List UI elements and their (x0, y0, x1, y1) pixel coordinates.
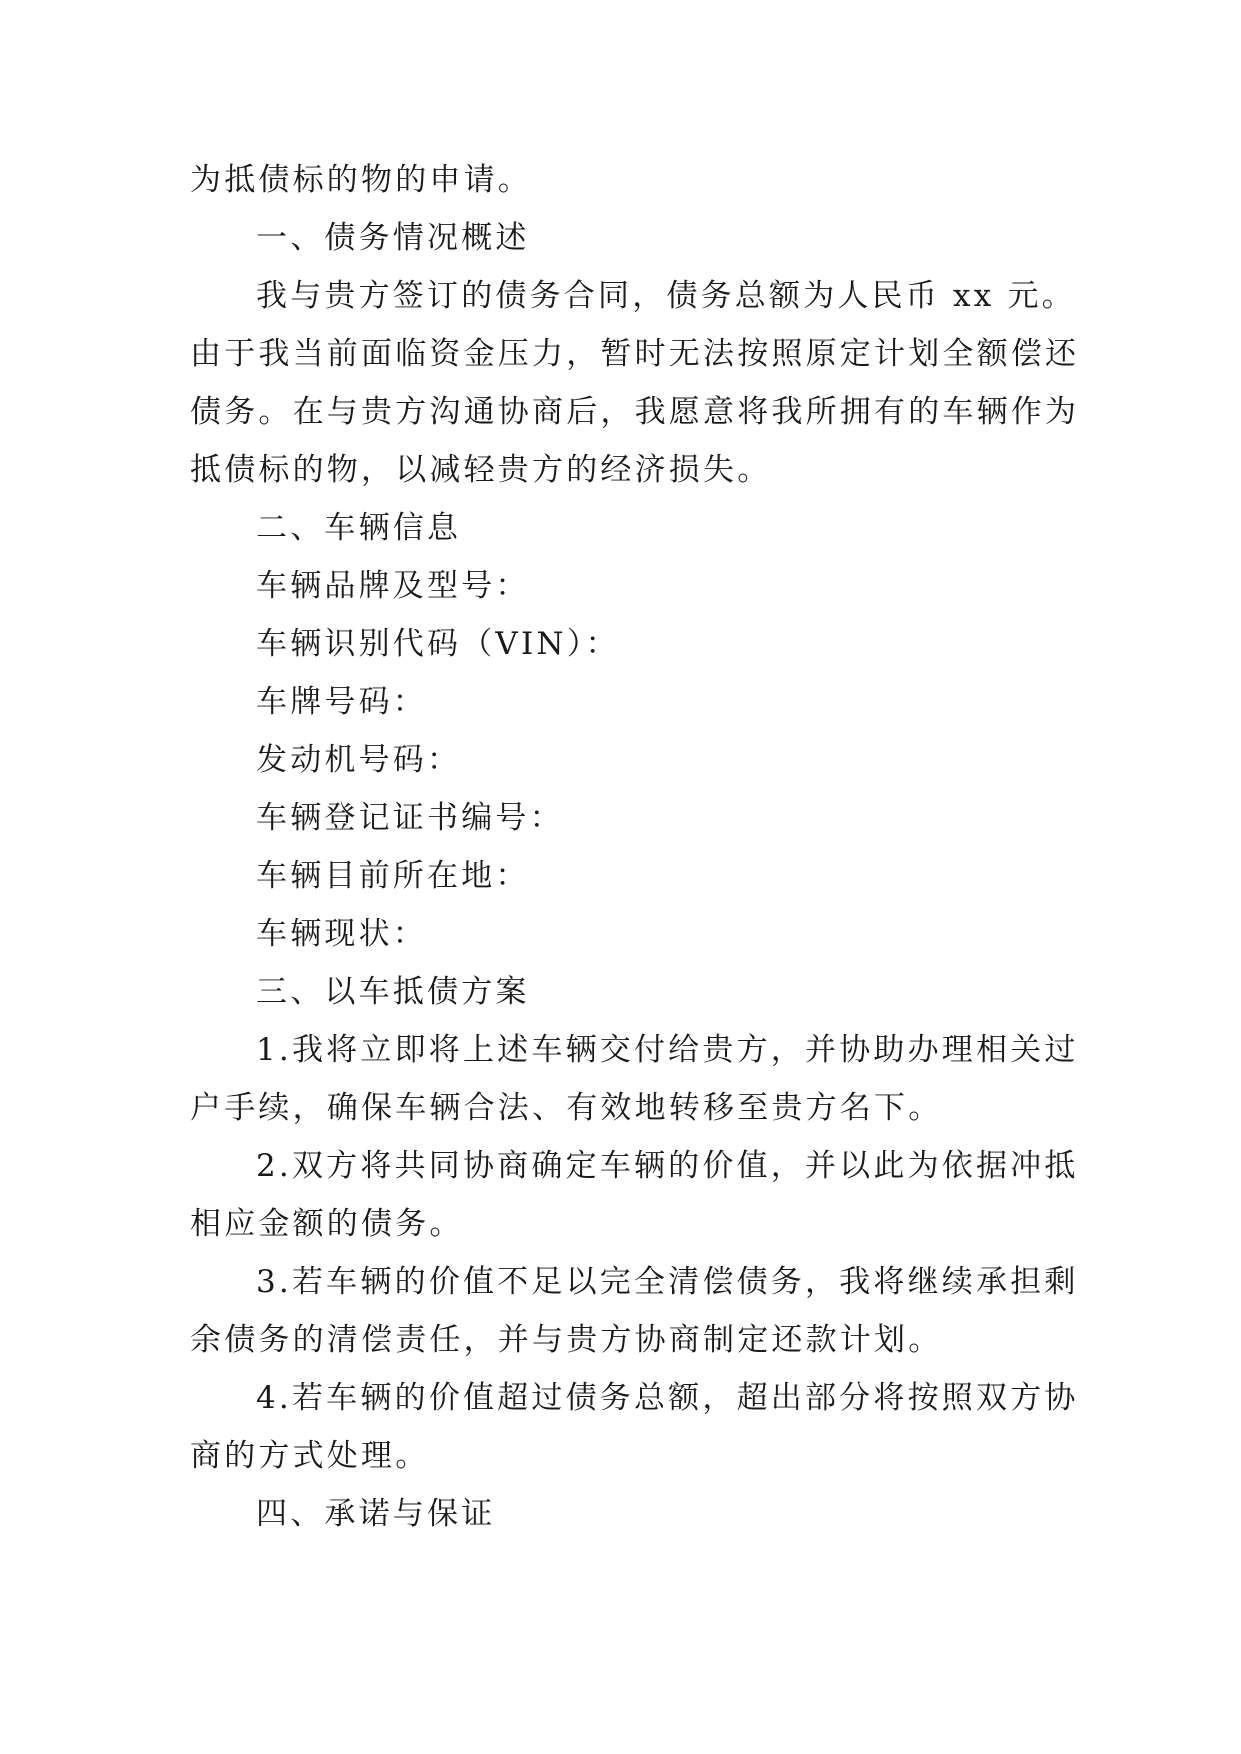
list-item-4: 4.若车辆的价值超过债务总额，超出部分将按照双方协 (256, 1380, 1079, 1416)
field-vin: 车辆识别代码（VIN）： (256, 626, 620, 662)
list-item-2: 2.双方将共同协商确定车辆的价值，并以此为依据冲抵 (256, 1148, 1079, 1184)
paragraph-line: 户手续，确保车辆合法、有效地转移至贵方名下。 (190, 1090, 943, 1126)
field-engine-number: 发动机号码： (256, 742, 462, 778)
section-heading-commitment: 四、承诺与保证 (256, 1496, 496, 1532)
paragraph-line: 余债务的清偿责任，并与贵方协商制定还款计划。 (190, 1322, 943, 1358)
section-heading-debt-overview: 一、债务情况概述 (256, 220, 530, 256)
field-registration-certificate-number: 车辆登记证书编号： (256, 800, 564, 836)
list-item-3: 3.若车辆的价值不足以完全清偿债务，我将继续承担剩 (256, 1264, 1079, 1300)
paragraph-line: 我与贵方签订的债务合同，债务总额为人民币 xx 元。 (256, 278, 1076, 314)
field-plate-number: 车牌号码： (256, 684, 427, 720)
paragraph-line: 抵债标的物，以减轻贵方的经济损失。 (190, 452, 772, 488)
paragraph-line: 相应金额的债务。 (190, 1206, 464, 1242)
field-vehicle-condition: 车辆现状： (256, 916, 427, 952)
section-heading-vehicle-info: 二、车辆信息 (256, 510, 462, 546)
section-heading-plan: 三、以车抵债方案 (256, 974, 530, 1010)
paragraph-line: 为抵债标的物的申请。 (190, 162, 532, 198)
field-vehicle-brand-model: 车辆品牌及型号： (256, 568, 530, 604)
paragraph-line: 商的方式处理。 (190, 1438, 430, 1474)
field-vehicle-location: 车辆目前所在地： (256, 858, 530, 894)
paragraph-line: 债务。在与贵方沟通协商后，我愿意将我所拥有的车辆作为 (190, 394, 1080, 430)
list-item-1: 1.我将立即将上述车辆交付给贵方，并协助办理相关过 (256, 1032, 1079, 1068)
paragraph-line: 由于我当前面临资金压力，暂时无法按照原定计划全额偿还 (190, 336, 1080, 372)
